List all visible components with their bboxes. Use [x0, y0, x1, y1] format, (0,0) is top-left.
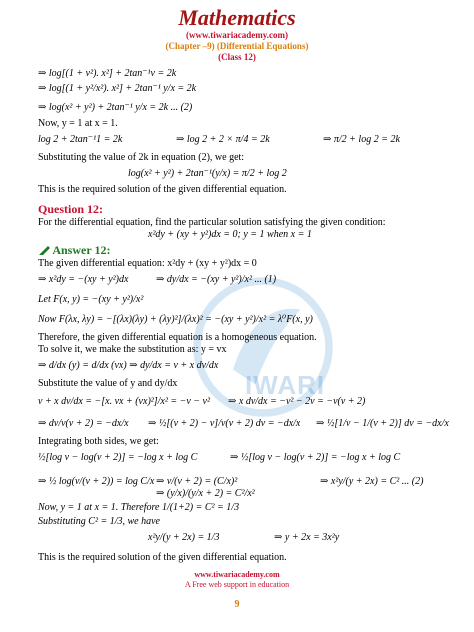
text-line: This is the required solution of the given differential equation.	[38, 184, 287, 195]
page-title: Mathematics	[178, 5, 296, 30]
equation-line: Let F(x, y) = −(xy + y²)/x²	[38, 294, 144, 305]
equation-line: ⇒ ½[1/v − 1/(v + 2)] dv = −dx/x	[316, 418, 449, 429]
equation-line: ⇒ v/(v + 2) = (C/x)²	[156, 476, 238, 487]
equation-line: ⇒ ½ log(v/(v + 2)) = log C/x	[38, 476, 155, 487]
text-line: Substitute the value of y and dy/dx	[38, 378, 178, 389]
equation-line: ⇒ y + 2x = 3x²y	[274, 532, 340, 543]
equation-line: x²y/(y + 2x) = 1/3	[148, 532, 220, 543]
equation-line: ½[log v − log(v + 2)] = −log x + log C	[38, 452, 198, 463]
text-line: To solve it, we make the substitution as: y = vx	[38, 344, 227, 355]
equation-line: v + x dv/dx = −[x. vx + (vx)²]/x² = −v − v²	[38, 396, 210, 407]
equation-line: ⇒ ½[log v − log(v + 2)] = −log x + log C	[230, 452, 401, 463]
equation-line: ⇒ ½[(v + 2) − v]/v(v + 2) dv = −dx/x	[148, 418, 301, 429]
chapter-label: (Chapter –9) (Differential Equations)	[165, 41, 309, 51]
text-line: This is the required solution of the given differential equation.	[38, 552, 287, 563]
question-text: For the differential equation, find the particular solution satisfying the given condition:	[38, 217, 386, 228]
equation-line: ⇒ log[(1 + y²/x²). x²] + 2tan⁻¹ y/x = 2k	[38, 83, 197, 94]
equation-line: ⇒ x dv/dx = −v² − 2v = −v(v + 2)	[228, 396, 366, 407]
equation-line: ⇒ log(x² + y²) + 2tan⁻¹ y/x = 2k ... (2)	[38, 102, 193, 113]
page-header	[0, 6, 474, 63]
footer-website-link[interactable]: www.tiwariacademy.com	[194, 570, 280, 579]
equation-line: ⇒ x²dy = −(xy + y²)dx	[38, 274, 129, 285]
equation-line: log(x² + y²) + 2tan⁻¹(y/x) = π/2 + log 2	[128, 168, 287, 179]
watermark-text: IWARI	[245, 370, 326, 400]
text-line: Substituting the value of 2k in equation (2), we get:	[38, 152, 245, 163]
equation-line: ⇒ d/dx (y) = d/dx (vx) ⇒ dy/dx = v + x dv/dx	[38, 360, 219, 371]
question-equation: x²dy + (xy + y²)dx = 0; y = 1 when x = 1	[148, 229, 312, 240]
page-footer	[0, 570, 474, 612]
equation-line: Now, y = 1 at x = 1. Therefore 1/(1+2) = C² = 1/3	[38, 502, 240, 513]
equation-line: Now F(λx, λy) = −[(λx)(λy) + (λy)²]/(λx)² = −(xy + y²)/x² = λ⁰F(x, y)	[38, 314, 313, 325]
equation-line: Substituting C² = 1/3, we have	[38, 516, 160, 527]
equation-line: ⇒ π/2 + log 2 = 2k	[323, 134, 400, 145]
class-label: (Class 12)	[218, 52, 256, 62]
question-heading: Question 12:	[38, 202, 104, 216]
text-line: Therefore, the given differential equation is a homogeneous equation.	[38, 332, 317, 343]
text-line: Integrating both sides, we get:	[38, 436, 159, 447]
equation-line: log 2 + 2tan⁻¹1 = 2k	[38, 134, 123, 145]
answer-label: Answer 12:	[52, 243, 111, 257]
page-number: 9	[234, 599, 240, 610]
equation-line: ⇒ (y/x)/(y/x + 2) = C²/x²	[156, 488, 255, 499]
website-link[interactable]: (www.tiwariacademy.com)	[186, 30, 288, 40]
equation-line: ⇒ dv/v(v + 2) = −dx/x	[38, 418, 129, 429]
answer-heading	[38, 244, 110, 256]
pencil-icon	[38, 246, 50, 256]
equation-line: ⇒ log[(1 + v²). x²] + 2tan⁻¹v = 2k	[38, 68, 177, 79]
equation-line: ⇒ x²y/(y + 2x) = C² ... (2)	[320, 476, 424, 487]
text-line: Now, y = 1 at x = 1.	[38, 118, 118, 129]
text-line: The given differential equation: x²dy + (xy + y²)dx = 0	[38, 258, 257, 269]
footer-tagline: A Free web support in education	[184, 580, 290, 589]
equation-line: ⇒ dy/dx = −(xy + y²)/x² ... (1)	[156, 274, 277, 285]
equation-line: ⇒ log 2 + 2 × π/4 = 2k	[176, 134, 270, 145]
